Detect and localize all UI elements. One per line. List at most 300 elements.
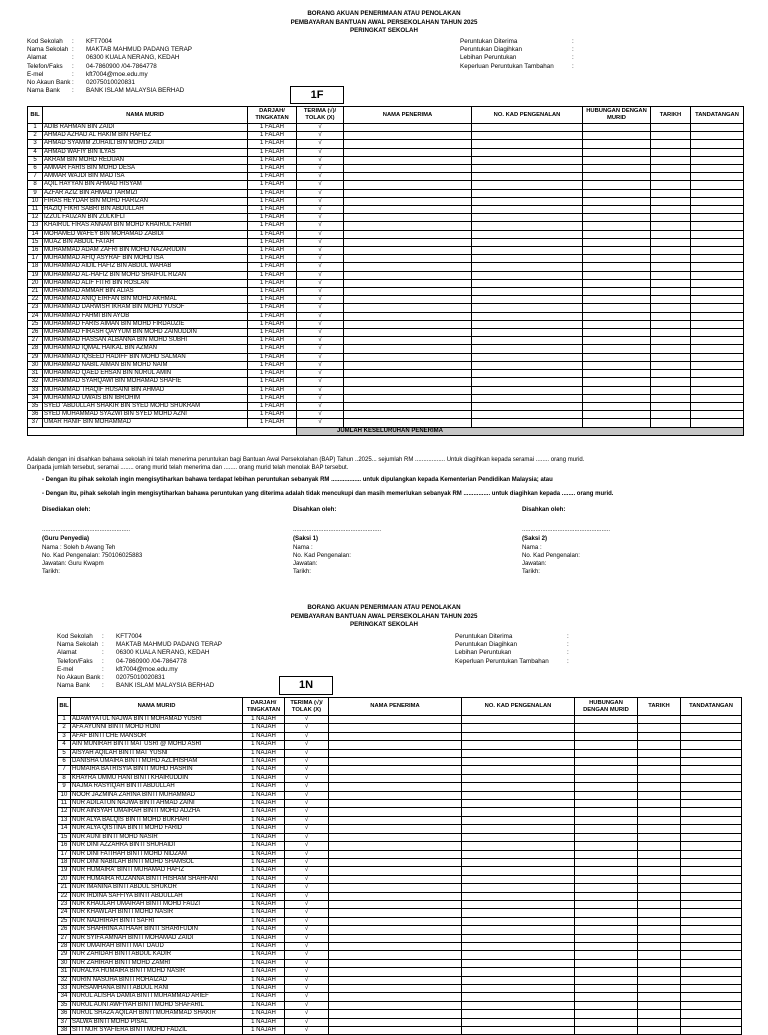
recipient-name-cell[interactable] — [344, 378, 472, 386]
relationship-cell[interactable] — [575, 741, 638, 749]
signature-cell[interactable] — [691, 419, 744, 427]
relationship-cell[interactable] — [583, 394, 651, 402]
signature-cell[interactable] — [691, 312, 744, 320]
recipient-name-cell[interactable] — [344, 329, 472, 337]
relationship-cell[interactable] — [583, 156, 651, 164]
ic-number-cell[interactable] — [462, 858, 575, 866]
ic-number-cell[interactable] — [462, 976, 575, 984]
relationship-cell[interactable] — [583, 255, 651, 263]
ic-number-cell[interactable] — [472, 271, 583, 279]
recipient-name-cell[interactable] — [329, 985, 462, 993]
recipient-name-cell[interactable] — [329, 884, 462, 892]
date-cell[interactable] — [651, 222, 691, 230]
recipient-name-cell[interactable] — [344, 263, 472, 271]
signature-cell[interactable] — [691, 124, 744, 132]
ic-number-cell[interactable] — [472, 312, 583, 320]
relationship-cell[interactable] — [575, 800, 638, 808]
date-cell[interactable] — [651, 337, 691, 345]
recipient-name-cell[interactable] — [329, 976, 462, 984]
ic-number-cell[interactable] — [462, 875, 575, 883]
ic-number-cell[interactable] — [462, 892, 575, 900]
date-cell[interactable] — [638, 985, 681, 993]
ic-number-cell[interactable] — [462, 749, 575, 757]
recipient-name-cell[interactable] — [329, 842, 462, 850]
relationship-cell[interactable] — [583, 312, 651, 320]
date-cell[interactable] — [651, 206, 691, 214]
signature-cell[interactable] — [681, 926, 742, 934]
signature-cell[interactable] — [681, 892, 742, 900]
relationship-cell[interactable] — [575, 926, 638, 934]
recipient-name-cell[interactable] — [329, 917, 462, 925]
relationship-cell[interactable] — [575, 783, 638, 791]
date-cell[interactable] — [638, 724, 681, 732]
signature-cell[interactable] — [681, 758, 742, 766]
date-cell[interactable] — [638, 825, 681, 833]
relationship-cell[interactable] — [575, 1001, 638, 1009]
recipient-name-cell[interactable] — [344, 312, 472, 320]
date-cell[interactable] — [651, 419, 691, 427]
ic-number-cell[interactable] — [462, 850, 575, 858]
signature-cell[interactable] — [691, 337, 744, 345]
relationship-cell[interactable] — [583, 181, 651, 189]
ic-number-cell[interactable] — [462, 791, 575, 799]
signature-cell[interactable] — [691, 296, 744, 304]
date-cell[interactable] — [651, 255, 691, 263]
recipient-name-cell[interactable] — [329, 758, 462, 766]
recipient-name-cell[interactable] — [344, 402, 472, 410]
relationship-cell[interactable] — [583, 345, 651, 353]
relationship-cell[interactable] — [575, 774, 638, 782]
relationship-cell[interactable] — [575, 959, 638, 967]
recipient-name-cell[interactable] — [344, 222, 472, 230]
recipient-name-cell[interactable] — [329, 850, 462, 858]
ic-number-cell[interactable] — [472, 304, 583, 312]
recipient-name-cell[interactable] — [329, 833, 462, 841]
relationship-cell[interactable] — [583, 370, 651, 378]
date-cell[interactable] — [651, 140, 691, 148]
relationship-cell[interactable] — [575, 816, 638, 824]
ic-number-cell[interactable] — [472, 394, 583, 402]
signature-cell[interactable] — [691, 238, 744, 246]
relationship-cell[interactable] — [575, 1018, 638, 1026]
signature-cell[interactable] — [681, 716, 742, 724]
signature-cell[interactable] — [681, 884, 742, 892]
relationship-cell[interactable] — [583, 230, 651, 238]
recipient-name-cell[interactable] — [329, 716, 462, 724]
date-cell[interactable] — [638, 766, 681, 774]
signature-cell[interactable] — [681, 741, 742, 749]
relationship-cell[interactable] — [575, 791, 638, 799]
signature-cell[interactable] — [681, 976, 742, 984]
date-cell[interactable] — [638, 800, 681, 808]
ic-number-cell[interactable] — [462, 942, 575, 950]
signature-cell[interactable] — [681, 783, 742, 791]
date-cell[interactable] — [638, 892, 681, 900]
ic-number-cell[interactable] — [472, 361, 583, 369]
date-cell[interactable] — [638, 774, 681, 782]
recipient-name-cell[interactable] — [344, 345, 472, 353]
relationship-cell[interactable] — [575, 766, 638, 774]
relationship-cell[interactable] — [575, 716, 638, 724]
signature-cell[interactable] — [691, 214, 744, 222]
ic-number-cell[interactable] — [472, 402, 583, 410]
ic-number-cell[interactable] — [472, 173, 583, 181]
recipient-name-cell[interactable] — [329, 1018, 462, 1026]
ic-number-cell[interactable] — [472, 411, 583, 419]
ic-number-cell[interactable] — [462, 766, 575, 774]
recipient-name-cell[interactable] — [329, 867, 462, 875]
signature-cell[interactable] — [681, 1010, 742, 1018]
date-cell[interactable] — [638, 942, 681, 950]
ic-number-cell[interactable] — [462, 867, 575, 875]
recipient-name-cell[interactable] — [329, 951, 462, 959]
recipient-name-cell[interactable] — [329, 858, 462, 866]
date-cell[interactable] — [638, 900, 681, 908]
recipient-name-cell[interactable] — [329, 993, 462, 1001]
relationship-cell[interactable] — [575, 968, 638, 976]
signature-cell[interactable] — [691, 329, 744, 337]
recipient-name-cell[interactable] — [344, 197, 472, 205]
signature-cell[interactable] — [681, 909, 742, 917]
recipient-name-cell[interactable] — [344, 132, 472, 140]
date-cell[interactable] — [638, 833, 681, 841]
recipient-name-cell[interactable] — [344, 156, 472, 164]
ic-number-cell[interactable] — [462, 909, 575, 917]
date-cell[interactable] — [638, 816, 681, 824]
relationship-cell[interactable] — [575, 884, 638, 892]
signature-cell[interactable] — [681, 942, 742, 950]
signature-cell[interactable] — [681, 985, 742, 993]
relationship-cell[interactable] — [575, 900, 638, 908]
signature-cell[interactable] — [681, 774, 742, 782]
ic-number-cell[interactable] — [462, 732, 575, 740]
signature-cell[interactable] — [691, 361, 744, 369]
ic-number-cell[interactable] — [462, 825, 575, 833]
date-cell[interactable] — [638, 934, 681, 942]
relationship-cell[interactable] — [583, 222, 651, 230]
signature-cell[interactable] — [681, 808, 742, 816]
relationship-cell[interactable] — [583, 279, 651, 287]
ic-number-cell[interactable] — [472, 156, 583, 164]
ic-number-cell[interactable] — [462, 993, 575, 1001]
relationship-cell[interactable] — [575, 850, 638, 858]
date-cell[interactable] — [638, 716, 681, 724]
ic-number-cell[interactable] — [472, 124, 583, 132]
date-cell[interactable] — [638, 732, 681, 740]
recipient-name-cell[interactable] — [344, 173, 472, 181]
ic-number-cell[interactable] — [472, 419, 583, 427]
date-cell[interactable] — [651, 312, 691, 320]
ic-number-cell[interactable] — [472, 263, 583, 271]
relationship-cell[interactable] — [583, 238, 651, 246]
recipient-name-cell[interactable] — [329, 783, 462, 791]
ic-number-cell[interactable] — [472, 189, 583, 197]
date-cell[interactable] — [638, 976, 681, 984]
ic-number-cell[interactable] — [472, 337, 583, 345]
recipient-name-cell[interactable] — [344, 206, 472, 214]
date-cell[interactable] — [638, 858, 681, 866]
date-cell[interactable] — [651, 214, 691, 222]
date-cell[interactable] — [638, 917, 681, 925]
relationship-cell[interactable] — [583, 304, 651, 312]
ic-number-cell[interactable] — [462, 808, 575, 816]
date-cell[interactable] — [638, 875, 681, 883]
signature-cell[interactable] — [681, 842, 742, 850]
signature-cell[interactable] — [691, 189, 744, 197]
signature-cell[interactable] — [681, 858, 742, 866]
recipient-name-cell[interactable] — [344, 296, 472, 304]
ic-number-cell[interactable] — [462, 985, 575, 993]
date-cell[interactable] — [638, 842, 681, 850]
relationship-cell[interactable] — [583, 411, 651, 419]
signature-cell[interactable] — [691, 181, 744, 189]
relationship-cell[interactable] — [583, 148, 651, 156]
date-cell[interactable] — [651, 411, 691, 419]
signature-cell[interactable] — [681, 1018, 742, 1026]
ic-number-cell[interactable] — [462, 951, 575, 959]
date-cell[interactable] — [638, 993, 681, 1001]
signature-cell[interactable] — [681, 1001, 742, 1009]
recipient-name-cell[interactable] — [344, 255, 472, 263]
date-cell[interactable] — [651, 165, 691, 173]
date-cell[interactable] — [651, 361, 691, 369]
signature-cell[interactable] — [681, 749, 742, 757]
date-cell[interactable] — [638, 1027, 681, 1035]
recipient-name-cell[interactable] — [344, 124, 472, 132]
date-cell[interactable] — [638, 1001, 681, 1009]
relationship-cell[interactable] — [575, 993, 638, 1001]
signature-cell[interactable] — [691, 288, 744, 296]
recipient-name-cell[interactable] — [344, 361, 472, 369]
signature-cell[interactable] — [681, 951, 742, 959]
signature-cell[interactable] — [691, 402, 744, 410]
signature-cell[interactable] — [691, 353, 744, 361]
date-cell[interactable] — [651, 370, 691, 378]
relationship-cell[interactable] — [583, 197, 651, 205]
ic-number-cell[interactable] — [472, 165, 583, 173]
date-cell[interactable] — [651, 156, 691, 164]
signature-cell[interactable] — [691, 386, 744, 394]
ic-number-cell[interactable] — [462, 884, 575, 892]
recipient-name-cell[interactable] — [344, 370, 472, 378]
relationship-cell[interactable] — [575, 867, 638, 875]
date-cell[interactable] — [651, 263, 691, 271]
relationship-cell[interactable] — [575, 1010, 638, 1018]
ic-number-cell[interactable] — [472, 296, 583, 304]
date-cell[interactable] — [638, 1010, 681, 1018]
ic-number-cell[interactable] — [472, 206, 583, 214]
relationship-cell[interactable] — [575, 758, 638, 766]
ic-number-cell[interactable] — [462, 1010, 575, 1018]
ic-number-cell[interactable] — [472, 140, 583, 148]
recipient-name-cell[interactable] — [344, 181, 472, 189]
signature-cell[interactable] — [681, 917, 742, 925]
relationship-cell[interactable] — [583, 263, 651, 271]
relationship-cell[interactable] — [583, 296, 651, 304]
recipient-name-cell[interactable] — [344, 320, 472, 328]
relationship-cell[interactable] — [575, 934, 638, 942]
recipient-name-cell[interactable] — [329, 875, 462, 883]
signature-cell[interactable] — [691, 173, 744, 181]
signature-cell[interactable] — [681, 875, 742, 883]
date-cell[interactable] — [651, 288, 691, 296]
signature-cell[interactable] — [691, 140, 744, 148]
signature-cell[interactable] — [691, 394, 744, 402]
recipient-name-cell[interactable] — [329, 934, 462, 942]
relationship-cell[interactable] — [583, 402, 651, 410]
signature-cell[interactable] — [691, 263, 744, 271]
ic-number-cell[interactable] — [472, 378, 583, 386]
date-cell[interactable] — [638, 959, 681, 967]
signature-cell[interactable] — [691, 230, 744, 238]
ic-number-cell[interactable] — [472, 386, 583, 394]
relationship-cell[interactable] — [583, 140, 651, 148]
recipient-name-cell[interactable] — [329, 791, 462, 799]
ic-number-cell[interactable] — [472, 279, 583, 287]
ic-number-cell[interactable] — [462, 716, 575, 724]
signature-cell[interactable] — [691, 165, 744, 173]
signature-cell[interactable] — [681, 850, 742, 858]
recipient-name-cell[interactable] — [329, 1010, 462, 1018]
relationship-cell[interactable] — [583, 206, 651, 214]
recipient-name-cell[interactable] — [329, 724, 462, 732]
date-cell[interactable] — [638, 741, 681, 749]
signature-cell[interactable] — [691, 148, 744, 156]
date-cell[interactable] — [651, 124, 691, 132]
relationship-cell[interactable] — [575, 825, 638, 833]
date-cell[interactable] — [651, 230, 691, 238]
relationship-cell[interactable] — [575, 808, 638, 816]
ic-number-cell[interactable] — [462, 833, 575, 841]
date-cell[interactable] — [651, 148, 691, 156]
relationship-cell[interactable] — [583, 320, 651, 328]
signature-cell[interactable] — [691, 279, 744, 287]
recipient-name-cell[interactable] — [344, 148, 472, 156]
date-cell[interactable] — [651, 394, 691, 402]
signature-cell[interactable] — [681, 816, 742, 824]
signature-cell[interactable] — [691, 222, 744, 230]
relationship-cell[interactable] — [583, 124, 651, 132]
signature-cell[interactable] — [691, 320, 744, 328]
date-cell[interactable] — [651, 386, 691, 394]
ic-number-cell[interactable] — [472, 320, 583, 328]
date-cell[interactable] — [651, 271, 691, 279]
signature-cell[interactable] — [681, 934, 742, 942]
recipient-name-cell[interactable] — [344, 230, 472, 238]
ic-number-cell[interactable] — [462, 800, 575, 808]
relationship-cell[interactable] — [583, 165, 651, 173]
ic-number-cell[interactable] — [472, 353, 583, 361]
recipient-name-cell[interactable] — [329, 774, 462, 782]
signature-cell[interactable] — [681, 993, 742, 1001]
relationship-cell[interactable] — [575, 875, 638, 883]
relationship-cell[interactable] — [575, 942, 638, 950]
relationship-cell[interactable] — [583, 361, 651, 369]
relationship-cell[interactable] — [575, 842, 638, 850]
date-cell[interactable] — [651, 296, 691, 304]
recipient-name-cell[interactable] — [344, 411, 472, 419]
recipient-name-cell[interactable] — [344, 394, 472, 402]
date-cell[interactable] — [638, 850, 681, 858]
date-cell[interactable] — [651, 320, 691, 328]
date-cell[interactable] — [651, 402, 691, 410]
recipient-name-cell[interactable] — [329, 1001, 462, 1009]
recipient-name-cell[interactable] — [329, 808, 462, 816]
recipient-name-cell[interactable] — [344, 279, 472, 287]
recipient-name-cell[interactable] — [329, 766, 462, 774]
relationship-cell[interactable] — [583, 386, 651, 394]
date-cell[interactable] — [638, 758, 681, 766]
ic-number-cell[interactable] — [462, 934, 575, 942]
recipient-name-cell[interactable] — [329, 749, 462, 757]
relationship-cell[interactable] — [575, 917, 638, 925]
recipient-name-cell[interactable] — [329, 959, 462, 967]
recipient-name-cell[interactable] — [329, 968, 462, 976]
relationship-cell[interactable] — [575, 749, 638, 757]
relationship-cell[interactable] — [575, 909, 638, 917]
recipient-name-cell[interactable] — [329, 909, 462, 917]
ic-number-cell[interactable] — [472, 214, 583, 222]
date-cell[interactable] — [651, 189, 691, 197]
signature-cell[interactable] — [691, 378, 744, 386]
relationship-cell[interactable] — [583, 214, 651, 222]
recipient-name-cell[interactable] — [329, 892, 462, 900]
date-cell[interactable] — [651, 238, 691, 246]
relationship-cell[interactable] — [575, 976, 638, 984]
date-cell[interactable] — [638, 783, 681, 791]
recipient-name-cell[interactable] — [329, 942, 462, 950]
recipient-name-cell[interactable] — [344, 288, 472, 296]
signature-cell[interactable] — [681, 724, 742, 732]
date-cell[interactable] — [638, 791, 681, 799]
relationship-cell[interactable] — [583, 132, 651, 140]
signature-cell[interactable] — [681, 732, 742, 740]
ic-number-cell[interactable] — [472, 238, 583, 246]
ic-number-cell[interactable] — [472, 148, 583, 156]
recipient-name-cell[interactable] — [344, 353, 472, 361]
signature-cell[interactable] — [681, 1027, 742, 1035]
date-cell[interactable] — [638, 867, 681, 875]
signature-cell[interactable] — [691, 345, 744, 353]
relationship-cell[interactable] — [583, 419, 651, 427]
date-cell[interactable] — [651, 132, 691, 140]
signature-cell[interactable] — [681, 867, 742, 875]
relationship-cell[interactable] — [583, 353, 651, 361]
ic-number-cell[interactable] — [472, 288, 583, 296]
date-cell[interactable] — [651, 181, 691, 189]
recipient-name-cell[interactable] — [329, 1027, 462, 1035]
date-cell[interactable] — [638, 968, 681, 976]
ic-number-cell[interactable] — [462, 917, 575, 925]
ic-number-cell[interactable] — [462, 741, 575, 749]
date-cell[interactable] — [651, 173, 691, 181]
ic-number-cell[interactable] — [462, 968, 575, 976]
date-cell[interactable] — [638, 926, 681, 934]
ic-number-cell[interactable] — [462, 783, 575, 791]
signature-cell[interactable] — [691, 197, 744, 205]
relationship-cell[interactable] — [575, 985, 638, 993]
relationship-cell[interactable] — [575, 858, 638, 866]
date-cell[interactable] — [651, 378, 691, 386]
date-cell[interactable] — [651, 279, 691, 287]
ic-number-cell[interactable] — [472, 181, 583, 189]
relationship-cell[interactable] — [575, 892, 638, 900]
signature-cell[interactable] — [691, 206, 744, 214]
recipient-name-cell[interactable] — [344, 214, 472, 222]
recipient-name-cell[interactable] — [344, 165, 472, 173]
ic-number-cell[interactable] — [462, 724, 575, 732]
ic-number-cell[interactable] — [462, 959, 575, 967]
